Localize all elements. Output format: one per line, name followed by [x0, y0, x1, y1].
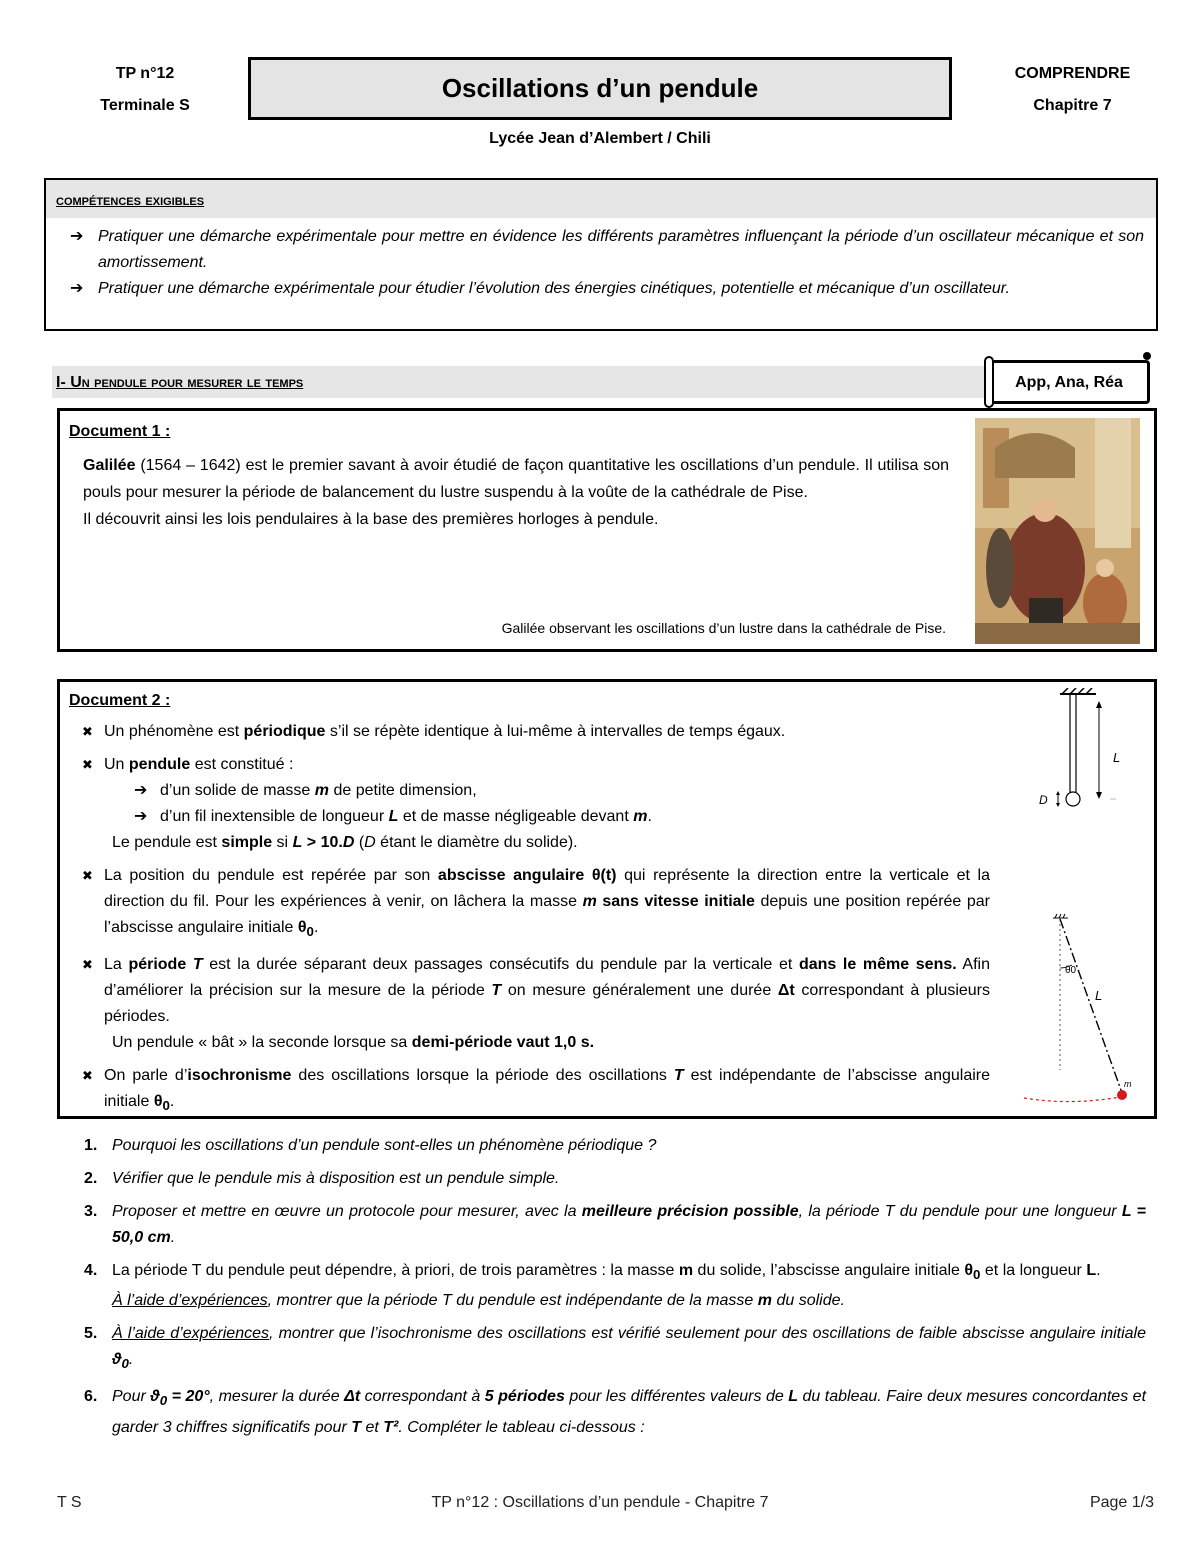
competence-item: ➔ Pratiquer une démarche expérimentale pour étudier l’évolution des énergies cinétiques, potentielle et mécanique d’un oscillateur. [46, 276, 1156, 302]
document-1-text [83, 452, 949, 533]
sub-item: Le pendule est simple si L > 10.D (D étant le diamètre du solide). [112, 834, 578, 851]
competences-box [44, 178, 1158, 331]
competences-heading-text: compétences exigibles [56, 192, 205, 209]
pendulum-diagram [1030, 688, 1130, 813]
galilee-name: Galilée [83, 457, 136, 474]
cross-bullet-icon: ✖ [82, 868, 93, 883]
arrow-icon: ➔ [134, 808, 148, 825]
document-1-title: Document 1 : [69, 423, 171, 440]
footer-center: TP n°12 : Oscillations d’un pendule - Chapitre 7 [431, 1494, 769, 1511]
cross-bullet-icon: ✖ [82, 1068, 93, 1084]
chapter: Chapitre 7 [1033, 97, 1112, 114]
section-title [52, 366, 990, 398]
category: COMPRENDRE [1014, 65, 1131, 82]
theta-label: θ0 [1065, 965, 1077, 976]
scroll-dot-icon [1143, 352, 1151, 360]
galilee-painting-image [975, 418, 1140, 644]
header-right [990, 58, 1155, 122]
scroll-roll-icon [984, 356, 994, 408]
document-2-content [82, 719, 990, 1119]
length-label: L [1113, 750, 1121, 765]
list-item: ✖ La période T est la durée séparant deux passages consécutifs du pendule par la verticale et dans le même sens. Afin d’améliorer la précision sur la mesure de la période T on mesure généralement une durée Δt correspondant à plusieurs périodes. [82, 952, 990, 1030]
cross-bullet-icon: ✖ [82, 757, 93, 772]
list-item: ✖ On parle d’isochronisme des oscillations lorsque la période des oscillations T est indépendante de l’abscisse angulaire initiale $\theta_0$. [82, 1063, 990, 1119]
page-number: Page 1/3 [1089, 1494, 1154, 1511]
sub-item: Un pendule « bât » la seconde lorsque sa demi-période vaut 1,0 s. [112, 1034, 595, 1052]
question-1: 1. Pourquoi les oscillations d’un pendule sont-elles un phénomène périodique ? [84, 1137, 657, 1154]
sub-item: ➔ d’un fil inextensible de longueur L et de masse négligeable devant m. [82, 804, 990, 830]
question-5: 5. À l’aide d’expériences, montrer que l’isochronisme des oscillations est vérifié seulement pour des oscillations de faible abscisse angulaire initiale $ϑ_0$. [84, 1325, 1146, 1372]
sub-item: ➔ d’un solide de masse m de petite dimension, [82, 778, 990, 804]
arrow-icon: ➔ [70, 280, 84, 297]
mass-label: m [1124, 1079, 1132, 1089]
cross-bullet-icon: ✖ [82, 957, 93, 973]
doc1-text-1: est le premier savant à avoir étudié de façon quantitative les oscillations d’un pendule. Il utilisa son pouls pour mesurer la période de balancement du lustre suspendu à la voûte de la cathédrale de Pise. [83, 457, 949, 501]
question-6: 6. Pour $ϑ_0 = 20^\circ$, mesurer la durée Δt correspondant à 5 périodes pour les différentes valeurs de L du tableau. Faire deux mesures concordantes et garder 3 chiffres significatifs pour T et T². Compléter le tableau ci-dessous : [84, 1388, 1147, 1436]
list-item: ✖ Un pendule est constitué : [82, 752, 990, 778]
diameter-label: D [1039, 793, 1048, 807]
school-name: Lycée Jean d’Alembert / Chili [489, 130, 711, 147]
skills-tag: App, Ana, Réa [988, 360, 1150, 404]
document-2-title: Document 2 : [69, 692, 171, 709]
question-2: 2. Vérifier que le pendule mis à disposition est un pendule simple. [84, 1170, 560, 1187]
question-4: 4. La période T du pendule peut dépendre, à priori, de trois paramètres : la masse m du solide, l’abscisse angulaire initiale $\theta_0$ et la longueur L. À l’aide d’expériences, montrer que la période T du pendule est indépendante de la masse m du solide. [84, 1262, 1101, 1310]
arrow-icon: ➔ [134, 782, 148, 799]
class-level: Terminale S [100, 97, 190, 114]
cross-bullet-icon: ✖ [82, 724, 93, 739]
list-item: ✖ Un phénomène est périodique s’il se répète identique à lui-même à intervalles de temps égaux. [82, 719, 990, 745]
tp-number: TP n°12 [115, 65, 175, 82]
page-title: Oscillations d’un pendule [248, 57, 952, 120]
list-item: ✖ La position du pendule est repérée par son abscisse angulaire θ(t) qui représente la direction entre la verticale et la direction du fil. Pour les expériences à venir, on lâchera la masse m sans vitesse initiale depuis une position repérée par l’abscisse angulaire initiale $\theta_0$. [82, 863, 990, 945]
arrow-icon: ➔ [70, 228, 84, 245]
question-3: 3. Proposer et mettre en œuvre un protocole pour mesurer, avec la meilleure précision possible, la période T du pendule pour une longueur L = 50,0 cm. [84, 1203, 1146, 1246]
header-left [70, 58, 220, 122]
section-title-text: I- Un pendule pour mesurer le temps [56, 374, 304, 391]
footer-left: T S [57, 1494, 82, 1511]
angular-pendulum-diagram [1018, 910, 1143, 1110]
competences-heading [46, 180, 1156, 218]
doc1-text-2: Il découvrit ainsi les lois pendulaires à la base des premières horloges à pendule. [83, 511, 659, 528]
questions-list [84, 1133, 1146, 1441]
galilee-dates: (1564 – 1642) [140, 457, 241, 474]
painting-caption: Galilée observant les oscillations d’un lustre dans la cathédrale de Pise. [501, 620, 946, 636]
competence-item: ➔ Pratiquer une démarche expérimentale pour mettre en évidence les différents paramètres influençant la période d’un oscillateur mécanique et son amortissement. [46, 224, 1156, 276]
length-label-2: L [1095, 988, 1103, 1003]
